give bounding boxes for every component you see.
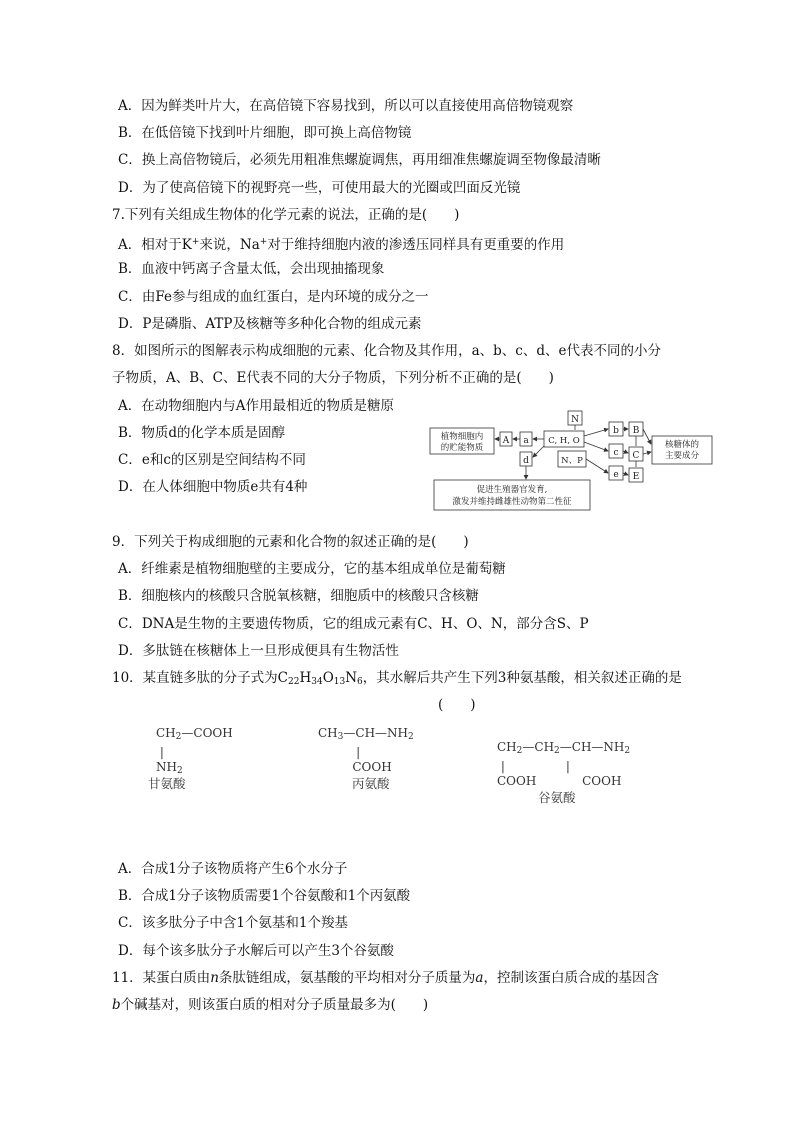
q6-option-a: A．因为鲜类叶片大，在高倍镜下容易找到，所以可以直接使用高倍物镜观察 xyxy=(118,98,574,114)
label-NP: N、P xyxy=(561,456,583,466)
q8-option-d: D．在人体细胞中物质e共有4种 xyxy=(118,479,308,495)
label-c: c xyxy=(613,448,619,458)
q7-stem: 7.下列有关组成生物体的化学元素的说法，正确的是( ) xyxy=(112,207,460,223)
alanine-structure: $CH_3—CH—NH_2$ | COOH xyxy=(318,726,414,774)
q7-option-b: B．血液中钙离子含量太低，会出现抽搐现象 xyxy=(118,261,385,277)
storage-label-2: 的贮能物质 xyxy=(440,443,484,453)
label-b: b xyxy=(613,426,619,436)
label-A: A xyxy=(502,436,510,446)
storage-label-1: 植物细胞内 xyxy=(440,432,484,442)
label-C: C xyxy=(632,451,640,461)
q7-option-a: A．相对于K+来说，Na+对于维持细胞内液的渗透压同样具有更重要的作用 xyxy=(118,237,565,253)
q9-option-a: A．纤维素是植物细胞壁的主要成分，它的基本组成单位是葡萄糖 xyxy=(118,561,506,577)
q10-answer-paren: ( ) xyxy=(438,697,476,713)
label-e: e xyxy=(613,470,619,480)
glutamic-acid-name: 谷氨酸 xyxy=(538,790,576,805)
label-d: d xyxy=(523,456,529,466)
q7-option-d: D．P是磷脂、ATP及核糖等多种化合物的组成元素 xyxy=(118,316,422,332)
label-a: a xyxy=(523,436,529,446)
alanine-name: 丙氨酸 xyxy=(352,776,390,791)
glutamic-acid-structure: $CH_2—CH_2—CH—NH_2$ | | COOH COOH xyxy=(497,740,631,788)
hormone-label-2: 激发并维持雌雄性动物第二性征 xyxy=(452,497,572,507)
q8-stem-line2: 子物质，A、B、C、E代表不同的大分子物质，下列分析不正确的是( ) xyxy=(112,370,554,386)
q7-option-c: C．由Fe参与组成的血红蛋白，是内环境的成分之一 xyxy=(118,289,429,305)
q10-stem: 10．某直链多肽的分子式为$C_{22}H_{34}O_{13}N_6$，其水解后共产生下列3种氨基酸，相关叙述正确的是 xyxy=(112,670,682,687)
label-E: E xyxy=(632,472,640,482)
label-B: B xyxy=(632,426,640,436)
q6-option-b: B．在低倍镜下找到叶片细胞，即可换上高倍物镜 xyxy=(118,125,412,141)
ribosome-label-1: 核糖体的 xyxy=(664,440,700,450)
q9-stem: 9．下列关于构成细胞的元素和化合物的叙述正确的是( ) xyxy=(112,534,469,550)
ribosome-label-2: 主要成分 xyxy=(664,451,700,461)
glycine-name: 甘氨酸 xyxy=(148,776,186,791)
q10-option-b: B．合成1分子该物质需要1个谷氨酸和1个丙氨酸 xyxy=(118,888,411,904)
q9-option-d: D．多肽链在核糖体上一旦形成便具有生物活性 xyxy=(118,643,399,659)
label-N: N xyxy=(571,415,579,425)
q6-option-d: D．为了使高倍镜下的视野亮一些，可使用最大的光圈或凹面反光镜 xyxy=(118,180,521,196)
q8-option-c: C．e和c的区别是空间结构不同 xyxy=(118,452,306,468)
q6-option-c: C．换上高倍物镜后，必须先用粗准焦螺旋调焦，再用细准焦螺旋调至物像最清晰 xyxy=(118,152,601,168)
q8-option-b: B．物质d的化学本质是固醇 xyxy=(118,425,286,441)
q10-option-a: A．合成1分子该物质将产生6个水分子 xyxy=(118,861,348,877)
q11-stem-line1: 11．某蛋白质由n条肽链组成，氨基酸的平均相对分子质量为a，控制该蛋白质合成的基因含 xyxy=(112,970,659,986)
q11-stem-line2: b个碱基对，则该蛋白质的相对分子质量最多为( ) xyxy=(112,997,429,1013)
q8-stem-line1: 8．如图所示的图解表示构成细胞的元素、化合物及其作用，a、b、c、d、e代表不同的小分 xyxy=(112,343,661,359)
q8-diagram xyxy=(428,404,718,514)
q9-option-b: B．细胞核内的核酸只含脱氧核糖，细胞质中的核酸只含核糖 xyxy=(118,588,479,604)
q10-option-c: C．该多肽分子中含1个氨基和1个羧基 xyxy=(118,915,349,931)
glycine-structure: $CH_2—COOH$ | $NH_2$ xyxy=(156,726,233,776)
q10-option-d: D．每个该多肽分子水解后可以产生3个谷氨酸 xyxy=(118,943,394,959)
q9-option-c: C．DNA是生物的主要遗传物质，它的组成元素有C、H、O、N，部分含S、P xyxy=(118,616,589,632)
q8-option-a: A．在动物细胞内与A作用最相近的物质是糖原 xyxy=(118,398,394,414)
label-CHO: C, H, O xyxy=(548,436,580,446)
hormone-label-1: 促进生殖器官发育, xyxy=(476,485,548,495)
